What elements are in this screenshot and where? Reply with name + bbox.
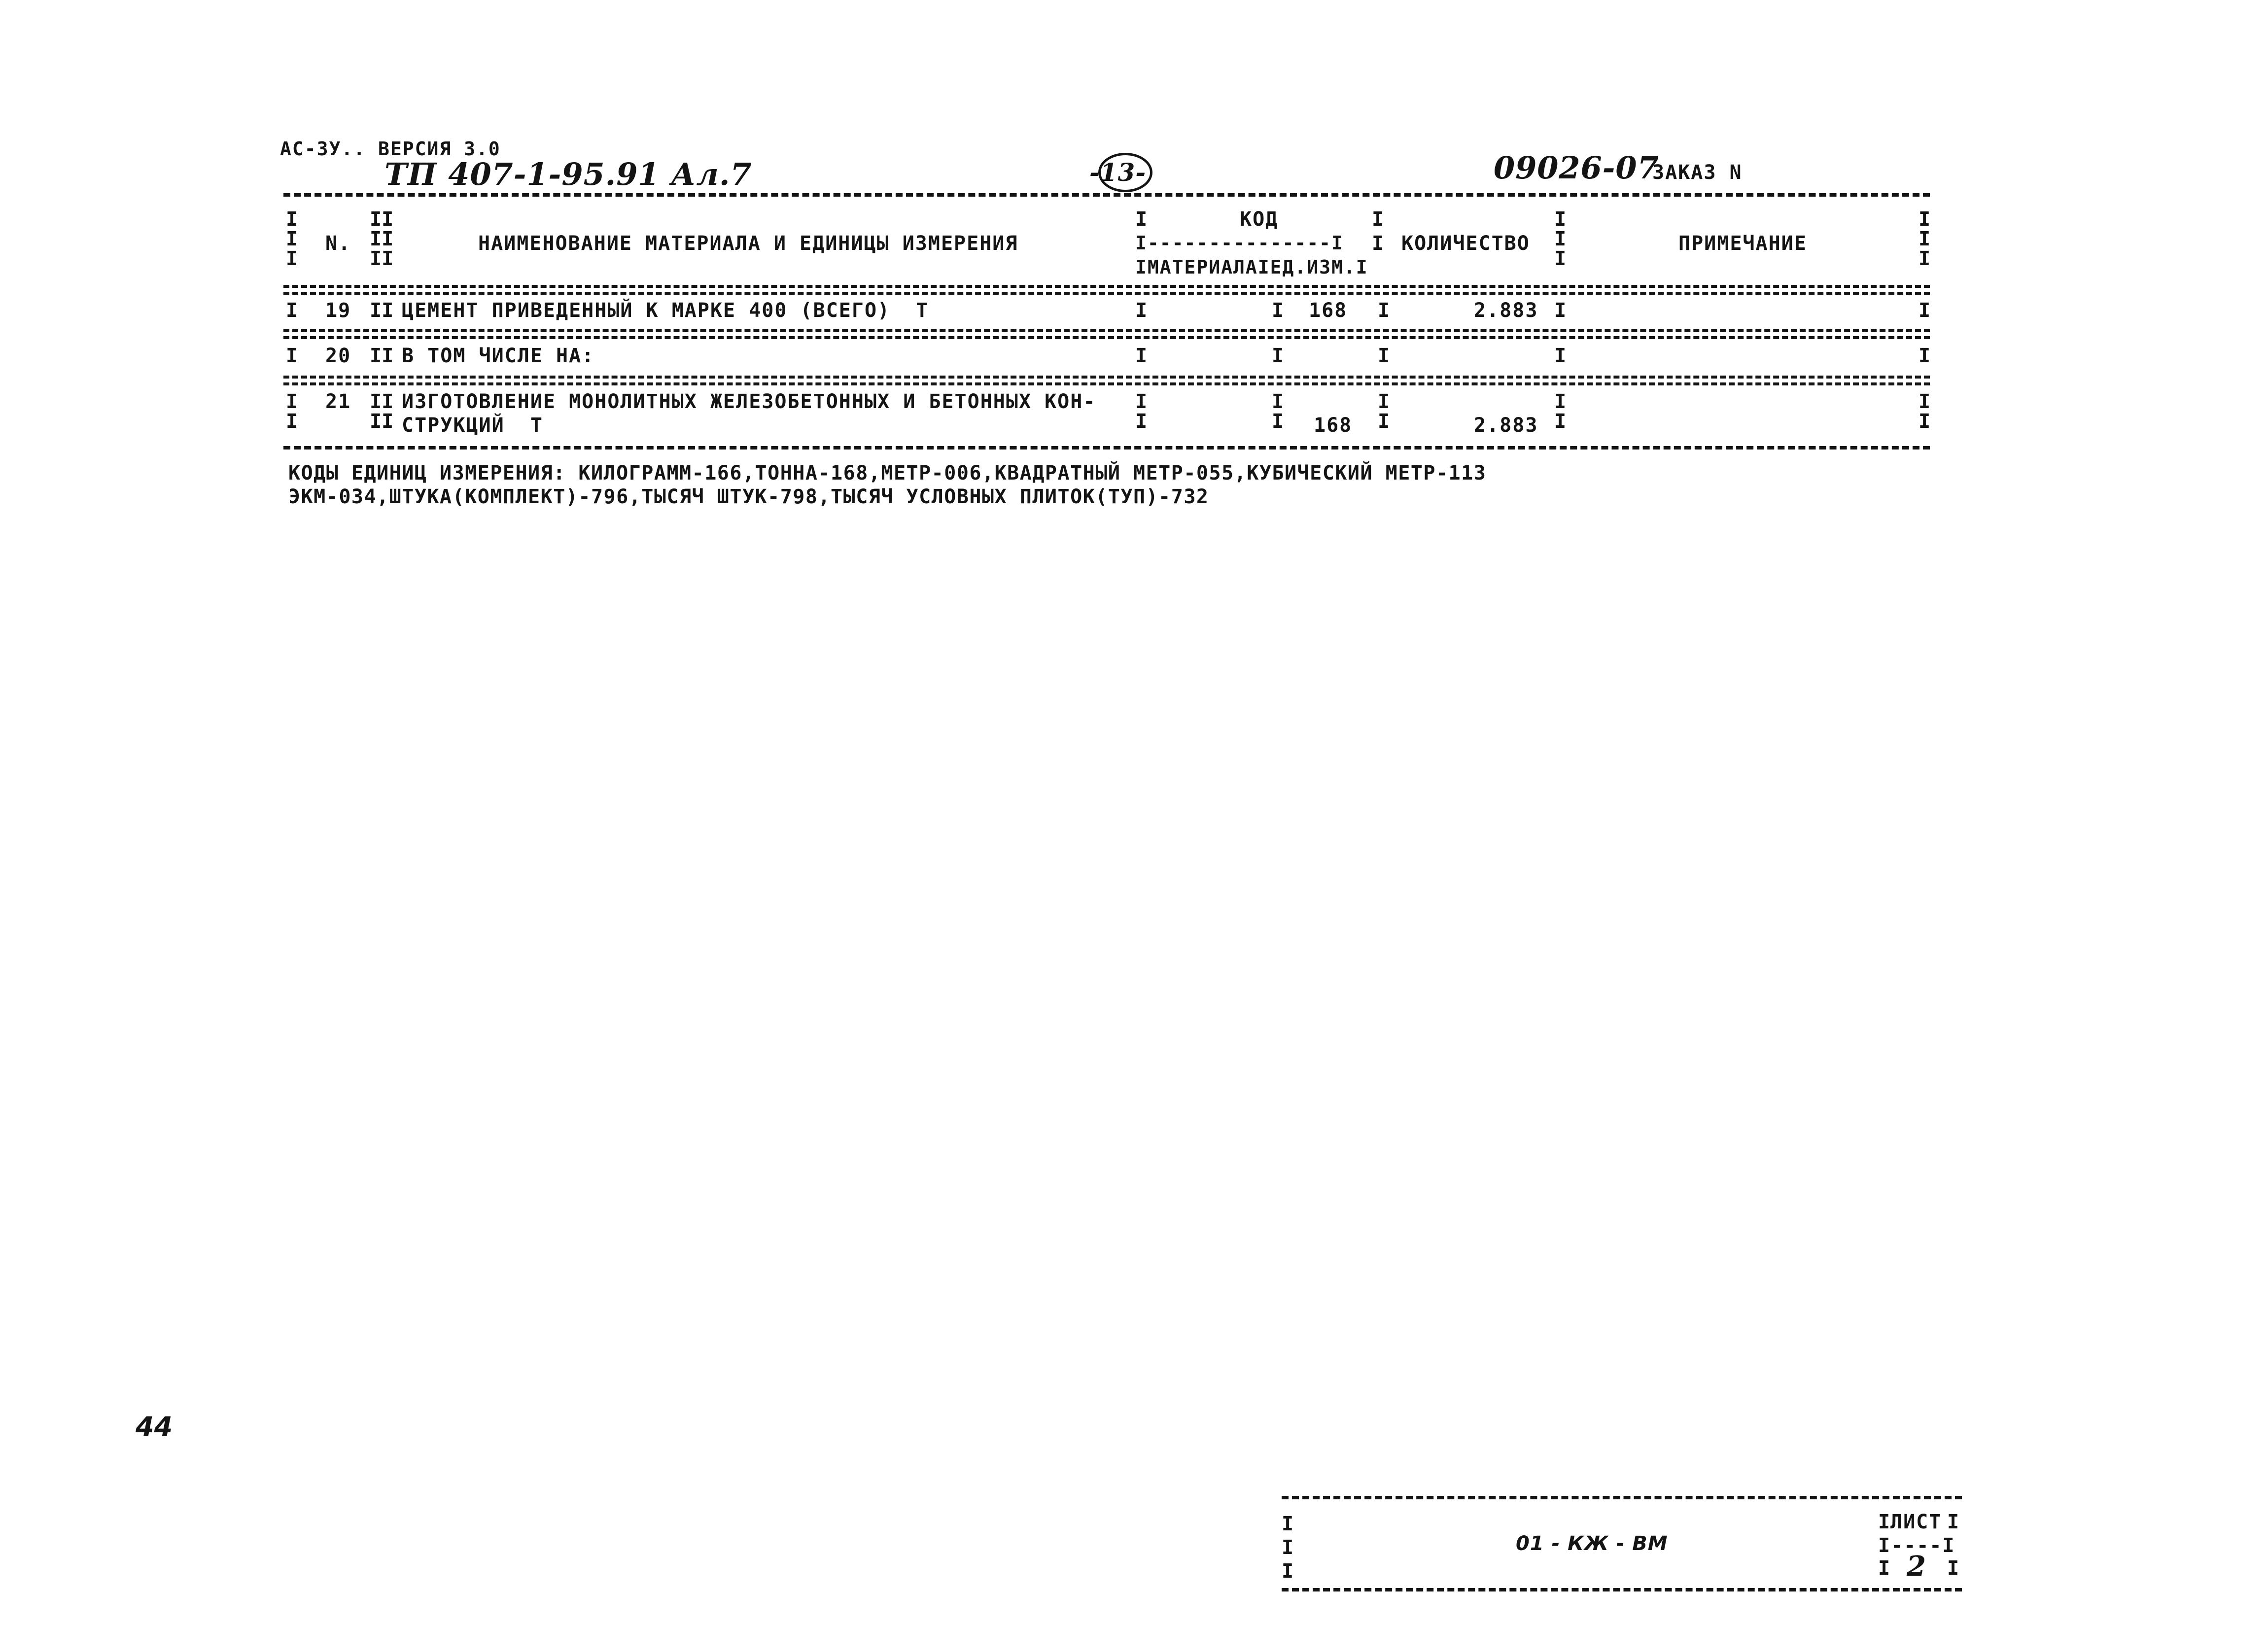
order-label: ЗАКАЗ N [1652,161,1743,184]
row-qty: 2.883 [1474,299,1538,322]
row-rule-1 [283,329,1930,332]
col-bar: I [1554,345,1567,367]
header-name: НАИМЕНОВАНИЕ МАТЕРИАЛА И ЕДИНИЦЫ ИЗМЕРЕНИЯ [478,232,1018,255]
row-name: В ТОМ ЧИСЛЕ НА: [402,345,595,367]
header-bottom-rule-2 [283,292,1930,295]
row-rule-4 [283,382,1930,385]
col-bar: I I [1272,390,1284,433]
col-bar: I [1947,1511,1959,1533]
header-kod: КОД [1240,208,1279,231]
sheet-label: ЛИСТ [1890,1511,1942,1533]
table-top-rule [283,193,1930,197]
col-bar: I [286,345,298,367]
unit-codes-footnote-2: ЭКМ-034,ШТУКА(КОМПЛЕКТ)-796,ТЫСЯЧ ШТУК-798,ТЫСЯЧ УСЛОВНЫХ ПЛИТОК(ТУП)-732 [288,485,1209,508]
col-bar: I [1378,299,1390,322]
stamp-top-rule [1282,1496,1962,1499]
unit-codes-footnote-1: КОДЫ ЕДИНИЦ ИЗМЕРЕНИЯ: КИЛОГРАММ-166,ТОННА-168,МЕТР-006,КВАДРАТНЫЙ МЕТР-055,КУБИЧЕСКИЙ МЕТР-113 [288,462,1487,484]
col-bar: II II II [370,208,394,270]
row-num: 19 [325,299,351,322]
col-bar: I [1947,1557,1959,1580]
table-bottom-rule [283,446,1930,449]
row-name: ЦЕМЕНТ ПРИВЕДЕННЫЙ К МАРКЕ 400 (ВСЕГО) Т [402,299,929,322]
page-number: 44 [136,1411,173,1442]
col-bar: II [370,299,394,322]
page-mark: -13- [1089,158,1147,187]
header-kod-separator: I---------------I [1135,232,1344,254]
row-name: ИЗГОТОВЛЕНИЕ МОНОЛИТНЫХ ЖЕЛЕЗОБЕТОННЫХ И БЕТОННЫХ КОН- [402,390,1096,413]
col-bar: I [1135,345,1148,367]
col-bar: I I I [1919,208,1931,270]
col-bar: I [1272,345,1284,367]
header-qty: КОЛИЧЕСТВО [1401,232,1530,255]
col-bar: I I [1919,390,1931,433]
document-reference: 09026-07 [1494,150,1659,186]
col-bar: I [1372,232,1384,255]
header-num: N. [325,232,351,255]
header-note: ПРИМЕЧАНИЕ [1678,232,1807,255]
col-bar: II [370,345,394,367]
col-bar: I [1272,299,1284,322]
col-bar: I I [1135,390,1148,433]
col-bar: I [1378,345,1390,367]
col-bar: I [1372,208,1384,231]
project-reference: ТП 407-1-95.91 Ал.7 [384,156,752,192]
col-bar: I [1919,299,1931,322]
col-bar: I [286,299,298,322]
row-rule-2 [283,336,1930,339]
row-name-continued: СТРУКЦИЙ Т [402,414,543,437]
sheet-separator: I----I [1878,1534,1955,1557]
col-bar: I [1878,1557,1890,1580]
col-bar: I I I [286,208,298,270]
header-bottom-rule-1 [283,285,1930,288]
row-unit-code: 168 [1314,414,1353,437]
col-bar: I [1135,299,1148,322]
col-bar: II II [370,390,394,433]
col-bar: I I I [1282,1513,1294,1583]
col-bar: I I [1554,390,1567,433]
col-bar: I [1878,1511,1890,1533]
col-bar: I I [286,390,298,433]
col-bar: I I [1378,390,1390,433]
stamp-bottom-rule [1282,1588,1962,1591]
col-bar: I [1135,208,1148,231]
drawing-code: 01 - КЖ - ВМ [1516,1532,1668,1555]
row-rule-3 [283,376,1930,379]
header-kod-sub: IМАТЕРИАЛАIЕД.ИЗМ.I [1135,256,1368,278]
row-num: 20 [325,345,351,367]
system-version-line: АС-ЗУ.. ВЕРСИЯ 3.0 [280,138,501,160]
row-qty: 2.883 [1474,414,1538,437]
col-bar: I [1919,345,1931,367]
col-bar: I [1554,299,1567,322]
row-unit-code: 168 [1309,299,1348,322]
col-bar: I I I [1554,208,1567,270]
row-num: 21 [325,390,351,413]
sheet-number: 2 [1907,1550,1926,1583]
